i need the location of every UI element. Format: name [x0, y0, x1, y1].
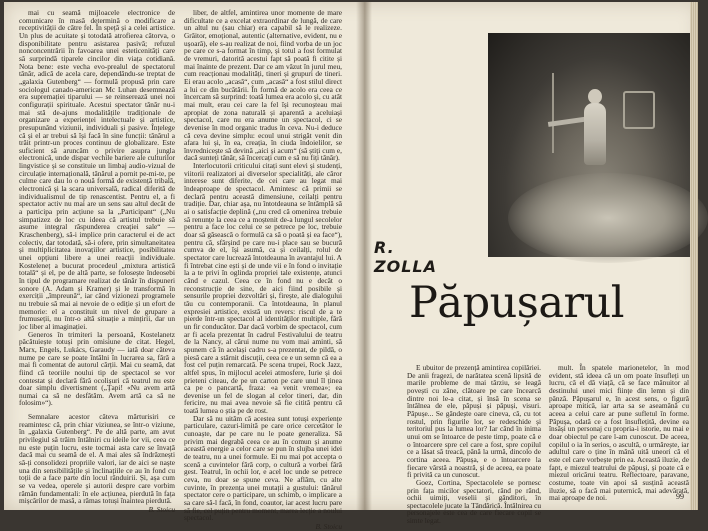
signature: B. Stoicu — [148, 505, 175, 514]
paragraph: Semnalare acestor câteva mărturisiri ce reamintesc că, prin chiar viziunea, se într-o viziune, în „galaxia Gutenberg“. Pe de altă parte, am avut privilegiul să trăim întâlniri cu ideile lor vii, ceea ce nu este puțin lucru, este tocmai asta care se învață dacă mai cu seamă de el. A mai ales să îndrăznești să-ți consolidezi propriile valori, iar de aici se naște una din sensibilitățile și înclinațiile ce au în fond cu toții de a face parte din locul rânduirii. Și, așa cum se va vedea, operele și autorii despre care vorbim rămân fundamentali: în ele acțiunea, pierdută în fața mișcărilor de masă, a rămas totuși înaintea pierdută. — [19, 412, 175, 506]
article-title: Păpușarul — [409, 278, 624, 328]
right-page-column-2 — [549, 364, 689, 502]
stage-floor — [508, 173, 708, 263]
performer-head — [588, 89, 602, 104]
page-number: 99 — [676, 492, 684, 501]
performer-figure — [584, 103, 606, 165]
page-edges — [690, 2, 698, 510]
paragraph: Goez, Cortina, Spectacolele se pornesc prin fața micilor spectatori, rând pe rând, ochii uimiți, veselii și gânditori, în spectacolele jucate la Tândărică. Întâlnirea cu personajele este cea de care fiecare copil se simte legat. — [407, 477, 542, 526]
paragraph: Generos în trimiteri la persoană, Kostelanetz păcătuiește totuși prin omisiune de citat. Hegel, Marx, Engels, Lukács, Garaudy — iată doar câteva nume pe care se poate întâlni în lucrarea sa, fără a mai fi comentat de autorul cărții. Mai cu seamă, dat fiind că teoriile noului tip de spectacol se vor contestat și declară fără ocolișuri că teatrul nu este doar simplu divertisment („Ţapi! «Nu avem artă numai ca să ne desfătăm. Avem artă ca să ne folosim»“). — [19, 329, 175, 408]
paragraph: liber, de altfel, amintirea unor momente de mare dificultate ce a excelat extraordinar de lungă, de care un altul nu (sau chiar) era capabil să le realizeze. Grăitor, emoțional, autentic (alternative, evident, nu e ușoară), ele s-au realizat de noi, fiind vorba de un joc pe care ce s-a format în timp, și totul a fost formulat de vremuri, datorită acestui fapt să poată fi citite și mai înainte de prezent. Dar ce am văzut în jurul meu, cum reacționau modalități, tineri și grupuri de tineri. Ei erau acolo „acasă“, cum „acasă“ a fost stilul direct a lui ce din bucătării. În formă de acolo era ceea ce încercam să surprind: toată lumea era acolo și, cu atât mai mult, erau cei care la fel își recunoșteau mai apropiat de zona naturală și aparentă a aceluiași spectacol, care nu era anume un spectacol, ci se devenise în mod organic tradus în ceva. Nu-i deduce că ceva devine simplu: ecoul unui strigăt venit din afara lui și, în ea, creația, în ciuda îndoielilor, se învrednicește să devină „aici și acum“ (să știți cum e, dacă sunteți tânăr, să încercați cum e să nu fiți tânăr). — [184, 8, 342, 163]
left-page-column-1 — [19, 8, 175, 514]
book-gutter — [356, 2, 372, 510]
paragraph: mai cu seamă mijloacele electronice de comunicare în masă determină o modificare a receptivității de către fel. În speță și a celei artistice. Un plus de acuitate și totodată atrofierea câtorva, o disponibilitate pentru asistarea pasivă; refuzul nonconcentrării în favoarea unei esteticenități care să surprindă tiparele cincilor din viața cotidiană. Nota bene: este vecha evo-prealul de spectatorul tânăr, adică de acela care, dependându-se treptat de „galaxia Gutenberg“ — formulă propusă prin care sociologul canado-american Mc Luhan desemnează era supremației tiparului — se reinserează unei noi configurații spirituale. Acestui spectator tânăr nu-i mai stă de-ajuns modalitățile tradiționale de organizare a experienței intelectuale și artistice, presupunând viziunii, individuali și pasive. Înțelege că și el ar trebui să își facă în sine funcții: tânărul a trăit printr-un proces continuu de globalizare. Este suficient să aruncăm o privire asupra jungla electronică, unde dispar vechile bariere ale culturilor lingvistice și se constituie un limbaj audio-vizual de circulație internațională, tânărul a pornit pe-mi-te, pe culme care dau lo o nouă formă de existență tribală, electronică și la scara universală, radical diferită de individualismul de tip renascentist. Pentru el, a fi spectator activ nu mai are un sens sau altul decât de a participa prin acțiune sa la „Participant“ („Nu simpatizez de loc cu ideea că artistul trebuie să asume integral răspunderea creației sale“ — Kraschenberg), să-i implice prin caracterul ei de act colectiv, dar totodată, să-i ofere, prin simultaneitatea și multiplicitatea inovațiilor artistice, posibilitatea unei opțiuni libere a unei reacții individuale. Kosteleneț a bucurat procedeul „mixtura artistică totală“ și el, pe de altă parte, se folosește îndeosebi în tipul de programare realizat de tânăr în dispuneri sonore (A. Adam și Kramer) și le transformă în exerciții „împreună“, iar când vizionezi programele nu trebuie să mai ai nevoie de o ediție și un efort de memorie: el a constituit un nivel de grupare a frumuseții, nu într-o altă situație a mințirii, dar un joc liber al imaginației. — [19, 8, 175, 331]
puppet-rod — [552, 73, 554, 153]
paragraph: mult. În spatele marionetelor, în mod evident, stă ideea că un om poate însufleți un lucru, că el dă viață, că se face mânuitor al destinului unei mici ființe din lemn și din pânză. Păpușarul e, în acest sens, o figură aproape mitică, iar arta sa se aseamănă cu aceea a celui care ar pune sufletul în forme. Păpușa, odată ce a fost însuflețită, devine ea însăși un personaj cu propria-i istorie, nu mai e doar obiectul pe care l-am cunoscut. De aceea, copilul o ia în serios, o ascultă, o urmărește, iar adultul care o ține în mână uită uneori că el este cel care vorbește prin ea. Această iluzie, de fapt, e miezul teatrului de păpuși, și poate că e miezul oricărui teatru. Reflectoare, paravane, costume, toate vin apoi să susțină această iluzie, să o facă mai puternică, mai adevărată, mai aproape de noi. — [549, 363, 689, 503]
book-spread — [4, 2, 698, 531]
stage-prop — [623, 91, 655, 129]
paragraph: Dar să nu uităm că acestea sunt totuși experiențe particulare, cazuri-limită pe care orice cercetător le cunoaște, dar pe care nu le poate generaliza. Să privim mai degrabă ceea ce au în comun și anume această energie a celor care se pun în slujba unei idei de teatru, nu a unei formule. Ei nu mai pot accepta o scenă a cuvintelor fără corp, o cultură a vorbei fără gest. Teatrul, în ochii lor, e acel loc unde se petrece ceva, nu doar se spune ceva. Ne aflăm, cu alte cuvinte, în prezența unei mutații a gustului: tânărul spectator cere o participare, un schimb, o implicare a sa care să-l facă, în fond, coautor, iar acest lucru pare să fie, cel puțin pentru moment, marea lecție a noului spectacol. — [184, 413, 342, 523]
right-page-column-1 — [407, 363, 542, 526]
article-author: R. ZOLLA — [374, 238, 437, 276]
puppeteer-photo — [488, 33, 694, 257]
left-page-column-2 — [184, 8, 342, 531]
paragraph: E ubuitor de prezență amintirea copilăriei. De anii fragezi, de narătatea scenă lipsită de marile probleme de mai târziu, se leagă povești cu zâne, clătoare pe care încearcă dintre noi le-a citat, și însă în scena se întâlnea de ele, păpuși și păpuși, visuri. Păpușe... Se gândește oare cineva, că, cu tot rostul, prin figurile lor, se redeschide și teritoriul pus la lumea lor? Iar când în inima unui om se întoarce de peste timp, poate că e o întoarcere spre cel care a fost, spre copilul ce a lăsat să treacă, până la urmă, dincolo de cortina aceea. Păpușa, e o întoarcere la fiecare vârstă a noastră, și de aceea, ea poate fi privită ca un cunoscut. — [407, 363, 541, 480]
signature: B. Stoicu — [315, 521, 342, 531]
paragraph: Interlocutorii criticului citați sunt elevi și studenți, viitorii realizatori ai diverselor specialități, ale căror interese sunt diferite, de cei care au legat mai îndeaproape de spectacol. Amintesc că primii se declară pentru această dimensiune, ceilalți pentru tradiție. Dar, chiar așa, nu întotdeauna se întâmplă să ai o satisfacție deplină („nu cred că omenirea trebuie să renunțe la ceea ce a moștenit de-a lungul secolelor pentru a face loc celui ce se petrece pe loc, trebuie doar să găsească o formulă ca să o poată și ea face“), pentru că, sfârșind pe care nu-i place sau se bucură cumva de el, își asumă, ca și ceilalți, rolul de spectator care lucrează întotdeauna în avantajul lui. A fi întrebat cine ești și de unde vii e în fond o invitație la a te privi în oglinda propriei tale existențe, atunci când e cazul. Ceea ce în fond nu e decât o reconstrucție de sine, de aici fiind posibile și sensurile propriei dezvoltări și, firește, ale dialogului tău cu contemporanii. Ca întotdeauna, în planul expresiei artistice, există un revers: riscul de a te pierde într-un spectacol al identităților multiple, fără un fir conducător. Dar dacă vorbim de spectacol, cum ar fi acela prezentat în cadrul Festivalului de teatru de la Nancy, al cărui nume nu vom mai aminti, să spunem că în același cadru s-a prezentat, de pildă, o piesă care a stârnit discuții, ceea ce e un semn că ea a fost cel puțin remarcată. Pe scena trupei, Rock Jazz, altfel spus, în mijlocul acelei atmosfere, Iurie și doi prieteni citeau, de pe un carton pe care unul îl ținea ca pe o pancartă, fraza: «a venit vremea»; ea devenise un fel de slogan al celor tineri, dar, din fericire, nu mai avea nevoie să fie citită pentru că toată lumea o știa pe de rost. — [184, 161, 342, 416]
